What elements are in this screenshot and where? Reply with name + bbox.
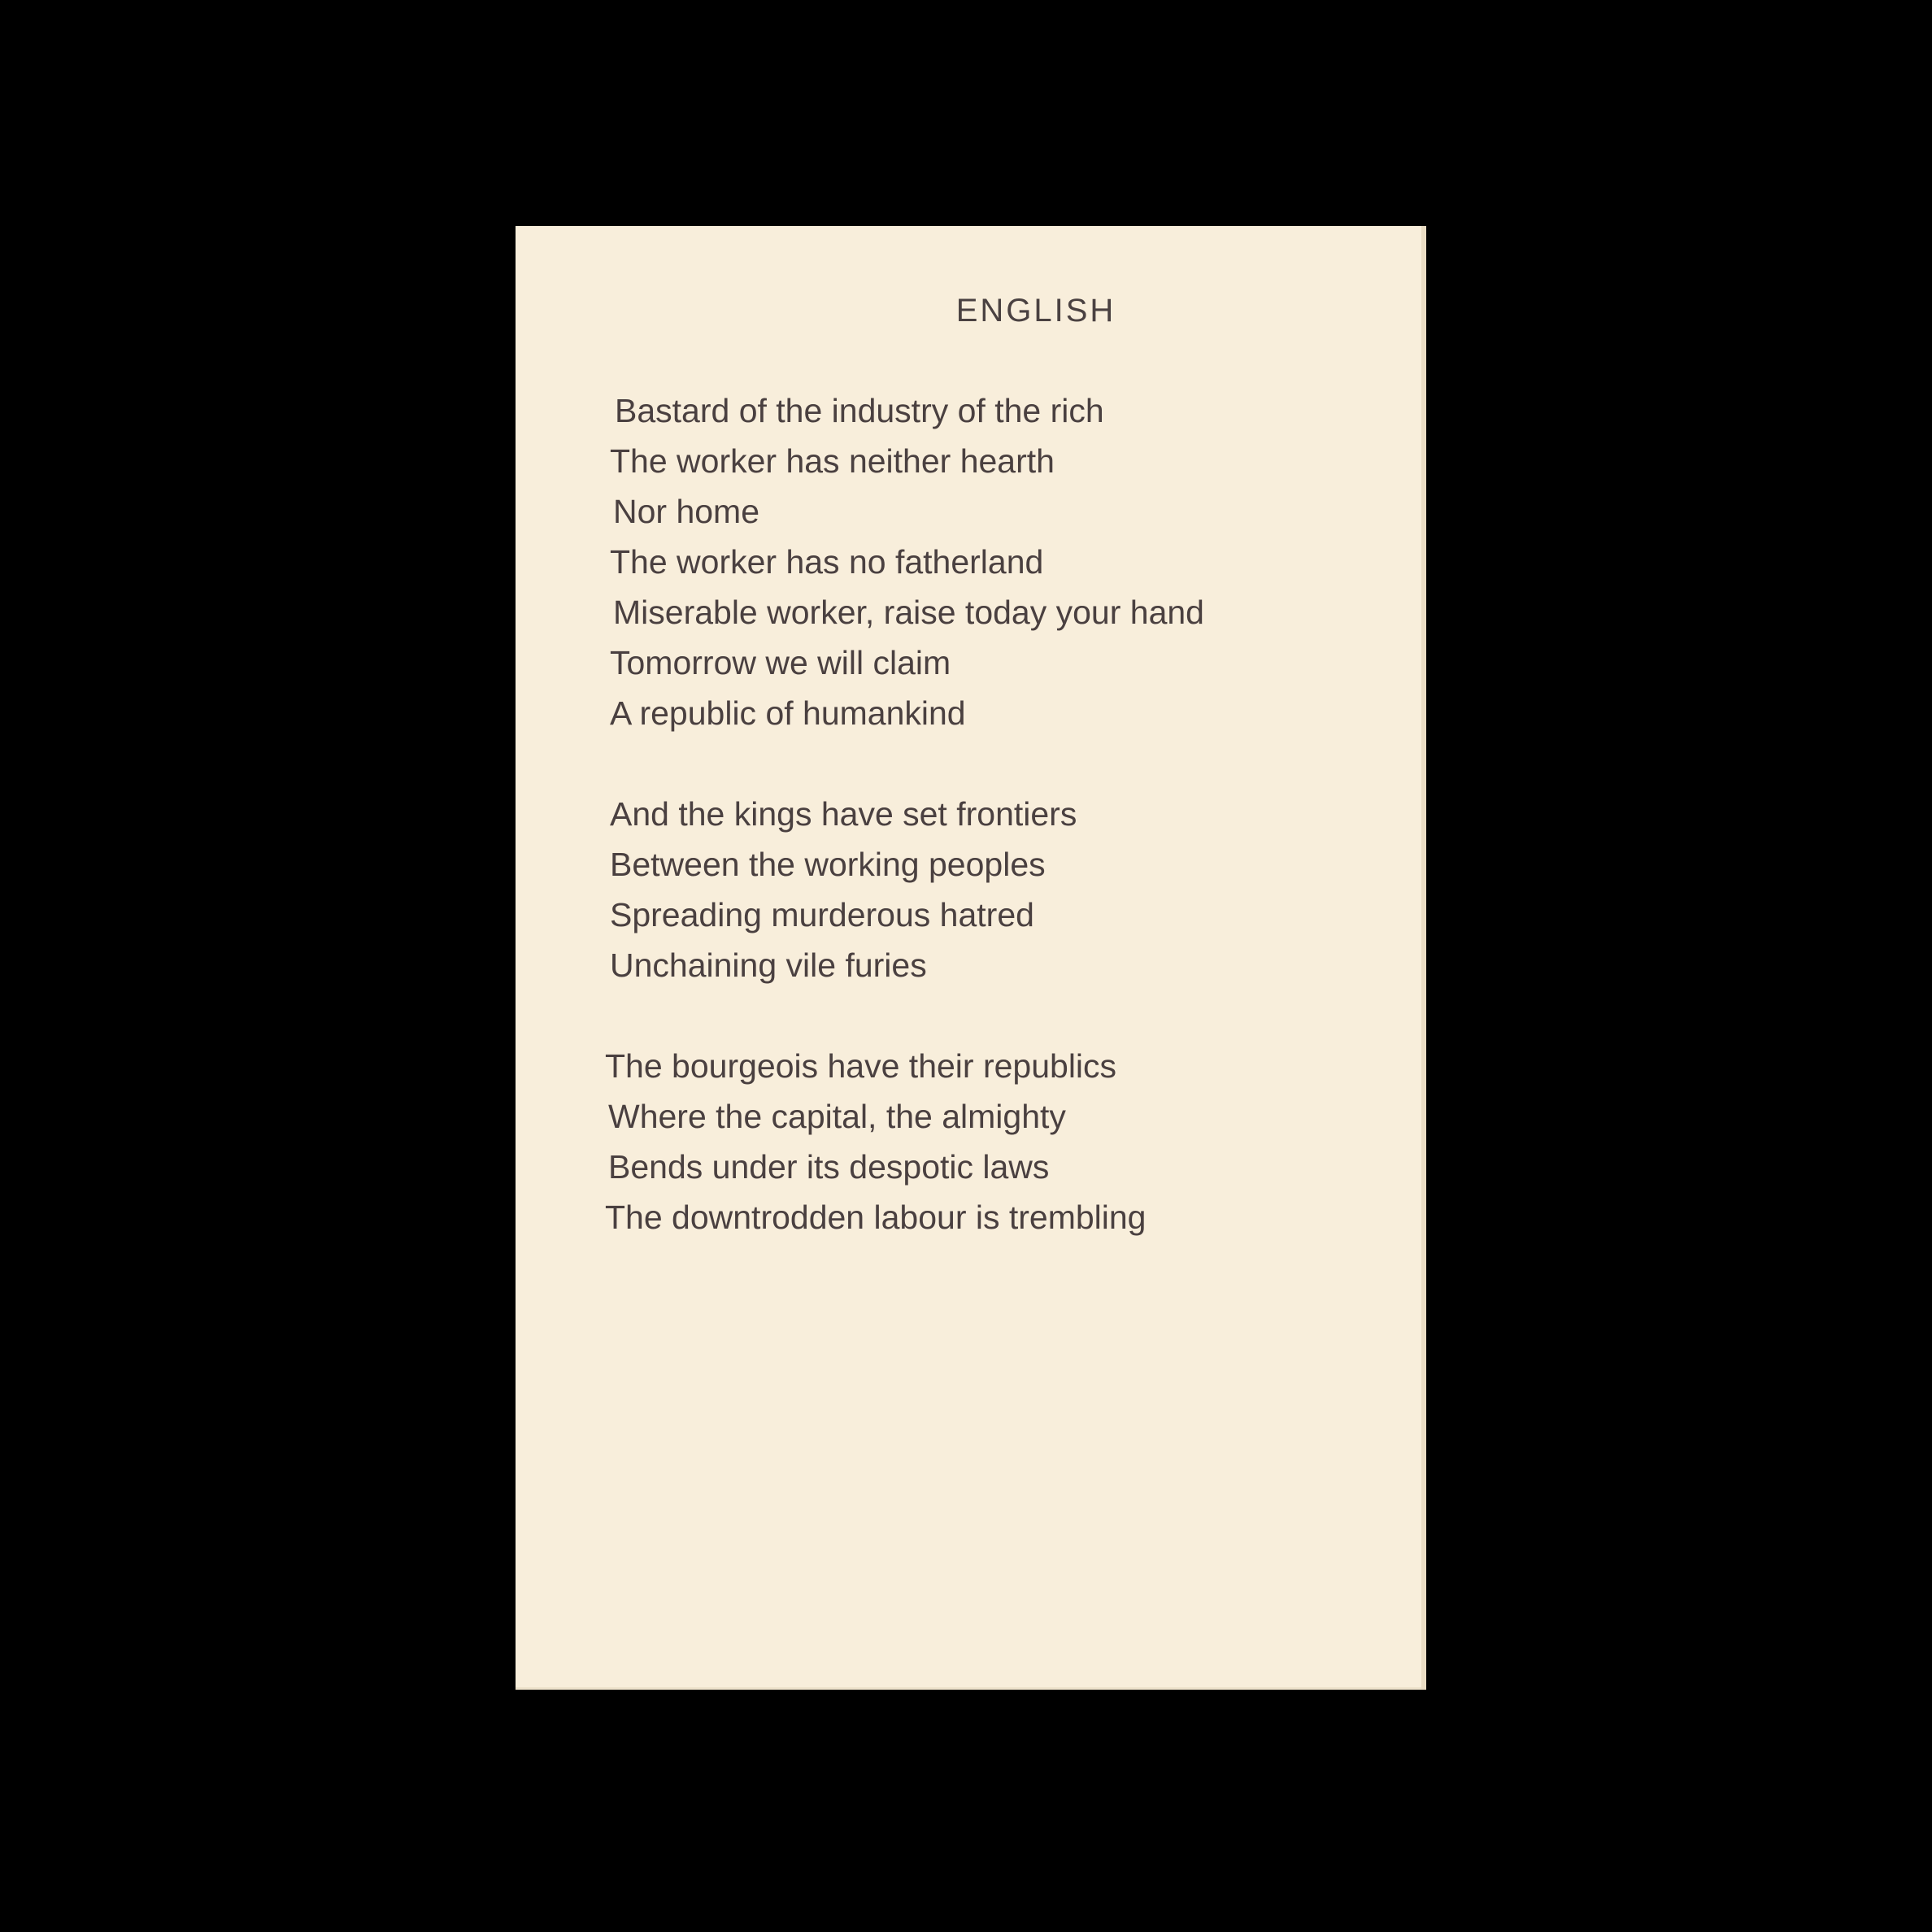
verse-line: The worker has no fatherland <box>610 543 1044 581</box>
verse-line: Spreading murderous hatred <box>610 896 1034 933</box>
verse-line: Bends under its despotic laws <box>608 1148 1050 1186</box>
stanza-2 <box>610 789 1077 990</box>
verse-line: Bastard of the industry of the rich <box>615 392 1104 429</box>
stanza-1 <box>610 385 1204 738</box>
verse-line: A republic of humankind <box>610 694 966 732</box>
verse-line: The worker has neither hearth <box>610 442 1055 480</box>
verse-line: Where the capital, the almighty <box>608 1098 1066 1135</box>
verse-line: Nor home <box>613 493 760 530</box>
book-page <box>516 226 1426 1690</box>
verse-line: The downtrodden labour is trembling <box>605 1199 1147 1236</box>
verse-line: And the kings have set frontiers <box>610 795 1077 833</box>
verse-line: Unchaining vile furies <box>610 946 927 984</box>
verse-line: The bourgeois have their republics <box>605 1047 1117 1085</box>
stanza-3 <box>605 1041 1147 1242</box>
verse-line: Tomorrow we will claim <box>610 644 951 681</box>
page-edge <box>1421 226 1426 1690</box>
verse-line: Miserable worker, raise today your hand <box>613 594 1204 631</box>
page-heading: ENGLISH <box>955 293 1116 329</box>
verse-line: Between the working peoples <box>610 846 1046 883</box>
